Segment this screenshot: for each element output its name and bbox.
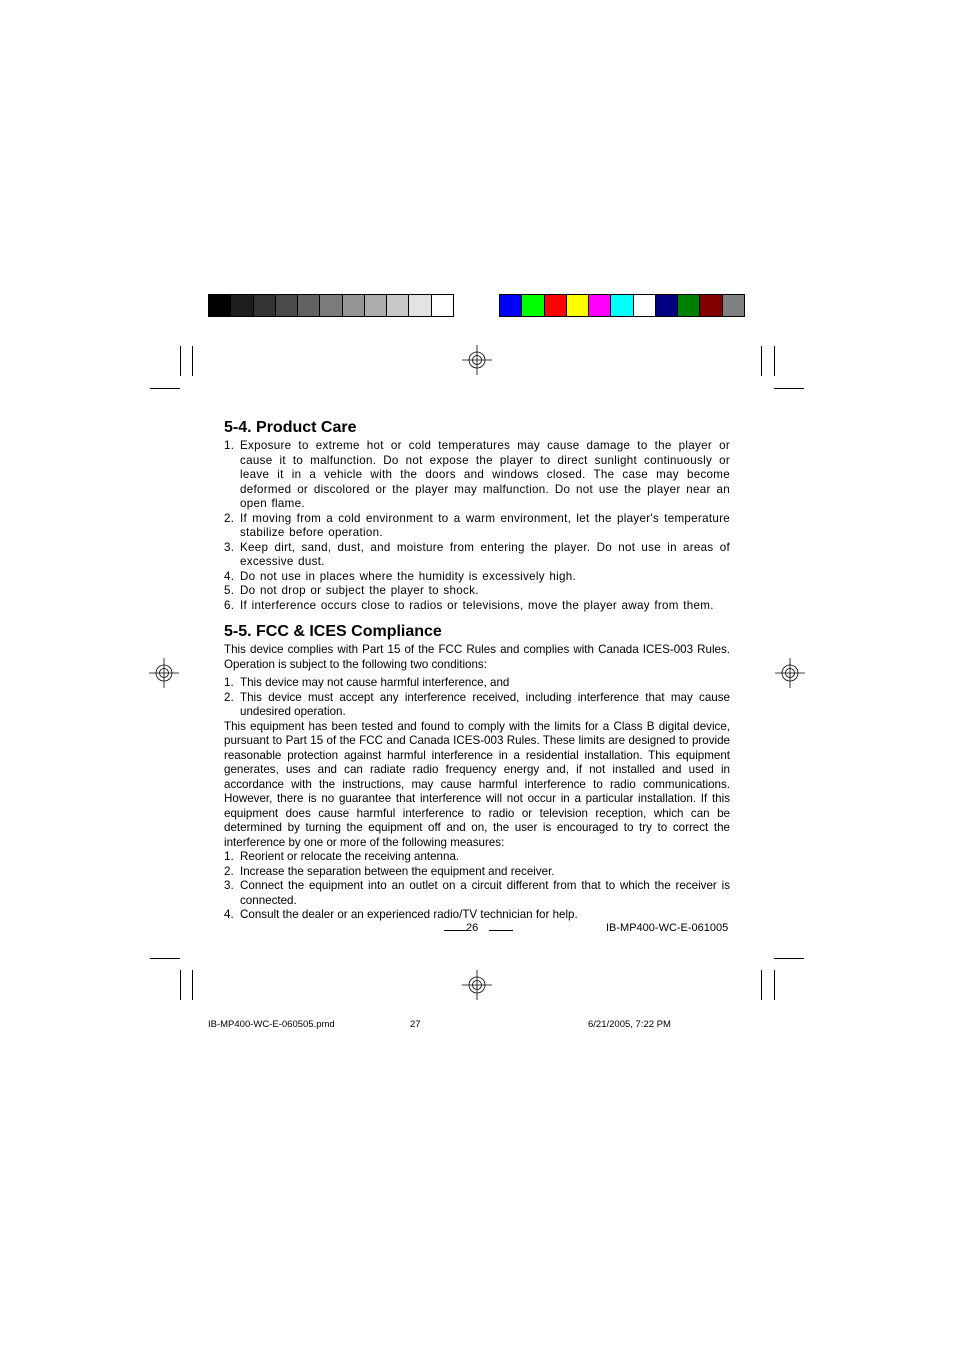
crop-mark [774,958,804,959]
color-swatch [432,295,453,316]
crop-mark [761,970,762,1000]
crop-mark [150,958,180,959]
color-swatch [231,295,253,316]
fcc-conditions-list [224,676,730,720]
color-swatch [276,295,298,316]
crop-mark [180,346,181,376]
list-item: 5. Do not drop or subject the player to shock. [224,584,479,597]
list-item: 1. Reorient or relocate the receiving antenna. [224,850,460,863]
crop-mark [774,388,804,389]
registration-mark-icon [462,970,492,1000]
crop-mark [774,346,775,376]
color-swatch [254,295,276,316]
color-swatch [545,295,567,316]
color-swatch [343,295,365,316]
list-item: 1. Exposure to extreme hot or cold temperatures may cause damage to the player or cause it to malfunction. Do not expose the player to direct sunlight continuously or leave it in a vehicle with the doors and windows closed. The case may become deformed or discolored or the player may malfunction. Do not use the player near an open flame. [224,439,730,510]
color-swatch [567,295,589,316]
color-swatch [611,295,633,316]
slug-filename: IB-MP400-WC-E-060505.pmd [208,1019,335,1030]
color-swatch [365,295,387,316]
crop-mark [192,970,193,1000]
crop-mark [761,346,762,376]
color-swatch [298,295,320,316]
registration-mark-icon [149,658,179,688]
color-calibration-bar [499,294,745,317]
list-item: 3. Keep dirt, sand, dust, and moisture from entering the player. Do not use in areas of excessive dust. [224,540,730,568]
list-item: 1. This device may not cause harmful interference, and [224,676,510,689]
color-swatch [678,295,700,316]
crop-mark [180,970,181,1000]
color-swatch [500,295,522,316]
color-swatch [522,295,544,316]
color-swatch [634,295,656,316]
footer-rule [489,930,513,931]
list-item: 3. Connect the equipment into an outlet on a circuit different from that to which the receiver is connected. [224,879,730,907]
list-item: 2. This device must accept any interference received, including interference that may cause undesired operation. [224,690,730,718]
slug-sheet-number: 27 [410,1019,421,1030]
list-item: 2. If moving from a cold environment to a warm environment, let the player's temperature stabilize before operation. [224,511,730,539]
list-item: 6. If interference occurs close to radios or televisions, move the player away from them. [224,598,714,612]
footer-rule [444,930,468,931]
fcc-measures-list [224,850,730,923]
document-code: IB-MP400-WC-E-061005 [606,922,729,934]
section-title-fcc-compliance: 5-5. FCC & ICES Compliance [224,623,442,640]
color-swatch [209,295,231,316]
list-item: 2. Increase the separation between the equipment and receiver. [224,864,555,878]
product-care-list [224,439,730,613]
section-title-product-care: 5-4. Product Care [224,419,357,436]
color-swatch [723,295,744,316]
color-swatch [656,295,678,316]
crop-mark [150,388,180,389]
crop-mark [192,346,193,376]
slug-datetime: 6/21/2005, 7:22 PM [588,1019,671,1030]
list-item: 4. Consult the dealer or an experienced radio/TV technician for help. [224,908,578,921]
color-swatch [700,295,722,316]
color-swatch [320,295,342,316]
color-swatch [589,295,611,316]
fcc-intro-paragraph: This device complies with Part 15 of the FCC Rules and complies with Canada ICES-003 Rules. Operation is subject to the following two conditions: [224,643,730,671]
page-content [224,418,730,923]
color-swatch [387,295,409,316]
crop-mark [774,970,775,1000]
registration-mark-icon [775,658,805,688]
color-swatch [409,295,431,316]
page-number: 26 [466,922,479,934]
fcc-body-paragraph: This equipment has been tested and found to comply with the limits for a Class B digital device, pursuant to Part 15 of the FCC and Canada ICES-003 Rules. These limits are designed to provide reasonable protection against harmful interference in a residential installation. This equipment generates, uses and can radiate radio frequency energy and, if not installed and used in accordance with the instructions, may cause harmful interference to radio communications. However, there is no guarantee that interference will not occur in a particular installation. If this equipment does cause harmful interference to radio or television reception, which can be determined by turning the equipment off and on, the user is encouraged to try to correct the interference by one or more of the following measures: [224,719,730,849]
grayscale-calibration-bar [208,294,454,317]
list-item: 4. Do not use in places where the humidity is excessively high. [224,569,577,583]
registration-mark-icon [462,345,492,375]
